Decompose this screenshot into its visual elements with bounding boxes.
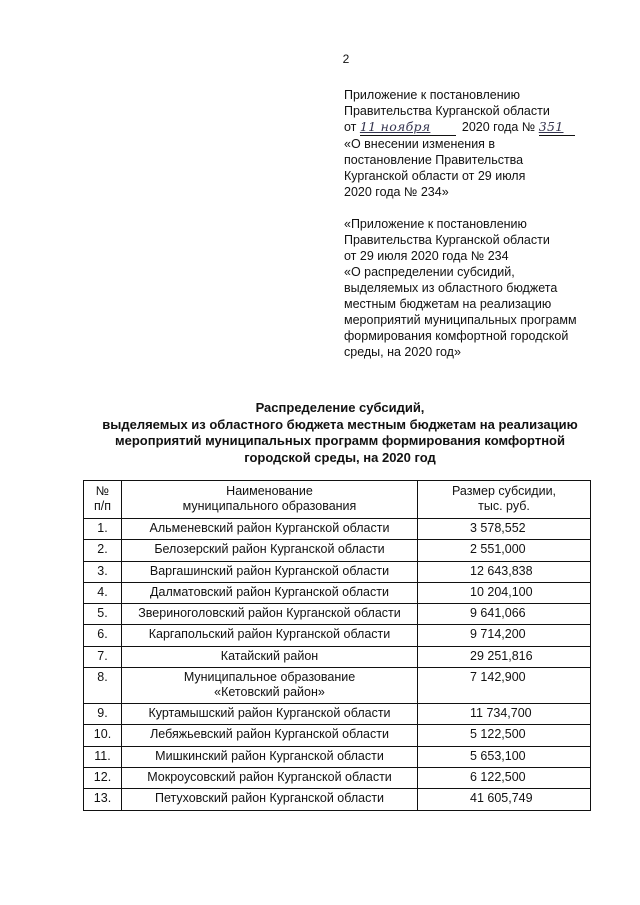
appendix-line: Приложение к постановлению [344,88,520,102]
row-municipality: Белозерский район Курганской области [122,540,418,561]
row-amount: 2 551,000 [418,540,591,561]
header-municipality [122,481,418,519]
appendix-line: среды, на 2020 год» [344,345,461,359]
table-row [84,625,591,646]
row-municipality: Звериноголовский район Курганской области [122,604,418,625]
row-number: 12. [84,767,122,788]
table-row [84,519,591,540]
year-text: 2020 года № [461,120,536,134]
appendix-current-header [344,87,604,200]
row-number: 8. [84,668,122,704]
appendix-previous-header [344,216,604,360]
table-row [84,767,591,788]
row-amount: 9 641,066 [418,604,591,625]
row-municipality: Далматовский район Курганской области [122,582,418,603]
appendix-line: постановление Правительства [344,153,524,167]
row-number: 4. [84,582,122,603]
appendix-line: Правительства Курганской области [344,104,550,118]
row-municipality: Куртамышский район Курганской области [122,704,418,725]
row-amount: 3 578,552 [418,519,591,540]
appendix-line: «О распределении субсидий, [344,265,515,279]
row-number: 10. [84,725,122,746]
title-line: Распределение субсидий, [255,400,425,415]
row-amount: 9 714,200 [418,625,591,646]
appendix-line: «Приложение к постановлению [344,217,527,231]
header-amount-line2: тыс. руб. [478,499,530,513]
table-row [84,604,591,625]
table-row [84,789,591,810]
header-number [84,481,122,519]
row-amount: 29 251,816 [418,646,591,667]
row-amount: 11 734,700 [418,704,591,725]
row-number: 7. [84,646,122,667]
row-municipality: Лебяжьевский район Курганской области [122,725,418,746]
row-municipality: Альменевский район Курганской области [122,519,418,540]
row-number: 2. [84,540,122,561]
row-municipality-line2: «Кетовский район» [214,685,325,700]
row-municipality: Мокроусовский район Курганской области [122,767,418,788]
table-row [84,746,591,767]
handwritten-date: 11 ноября [359,119,431,134]
appendix-line: от 29 июля 2020 года № 234 [344,249,509,263]
row-amount: 10 204,100 [418,582,591,603]
header-amount-line1: Размер субсидии, [451,484,557,498]
row-municipality: Варгашинский район Курганской области [122,561,418,582]
header-municipality-line1: Наименование [226,484,313,498]
title-line: городской среды, на 2020 год [244,449,436,465]
row-municipality [122,668,418,704]
row-number: 13. [84,789,122,810]
subsidies-table [83,480,591,811]
row-amount: 5 653,100 [418,746,591,767]
row-amount: 6 122,500 [418,767,591,788]
row-municipality: Мишкинский район Курганской области [122,746,418,767]
page-number: 2 [342,52,350,66]
header-municipality-line2: муниципального образования [182,499,357,513]
row-number: 1. [84,519,122,540]
appendix-line: Курганской области от 29 июля [344,169,526,183]
row-municipality: Каргапольский район Курганской области [122,625,418,646]
table-row [84,561,591,582]
appendix-date-line [344,119,604,136]
table-row [84,704,591,725]
appendix-line: местным бюджетам на реализацию [344,297,552,311]
header-number-line2: п/п [93,499,111,513]
row-number: 11. [84,746,122,767]
header-amount [418,481,591,519]
row-amount: 12 643,838 [418,561,591,582]
table-row [84,668,591,704]
row-number: 6. [84,625,122,646]
row-municipality: Петуховский район Курганской области [122,789,418,810]
title-line: мероприятий муниципальных программ формирования комфортной [115,433,565,448]
appendix-line: формирования комфортной городской [344,329,569,343]
table-row [84,582,591,603]
table-row [84,725,591,746]
row-number: 9. [84,704,122,725]
row-amount: 5 122,500 [418,725,591,746]
document-title [40,400,640,466]
appendix-line: 2020 года № 234» [344,185,449,199]
row-amount: 7 142,900 [418,668,591,704]
appendix-line: мероприятий муниципальных программ [344,313,577,327]
table-row [84,540,591,561]
table-header-row [84,481,591,519]
row-municipality-line1: Муниципальное образование [183,670,356,685]
row-number: 3. [84,561,122,582]
table-row [84,646,591,667]
date-field [360,119,456,136]
appendix-line: «О внесении изменения в [344,137,496,151]
document-number-field [539,119,575,136]
row-municipality: Катайский район [122,646,418,667]
handwritten-number: 351 [538,119,564,134]
appendix-line: выделяемых из областного бюджета [344,281,558,295]
date-prefix: от [344,120,357,134]
header-number-line1: № [95,484,110,498]
appendix-line: Правительства Курганской области [344,233,550,247]
row-amount: 41 605,749 [418,789,591,810]
row-number: 5. [84,604,122,625]
title-line: выделяемых из областного бюджета местным бюджетам на реализацию [102,416,578,432]
